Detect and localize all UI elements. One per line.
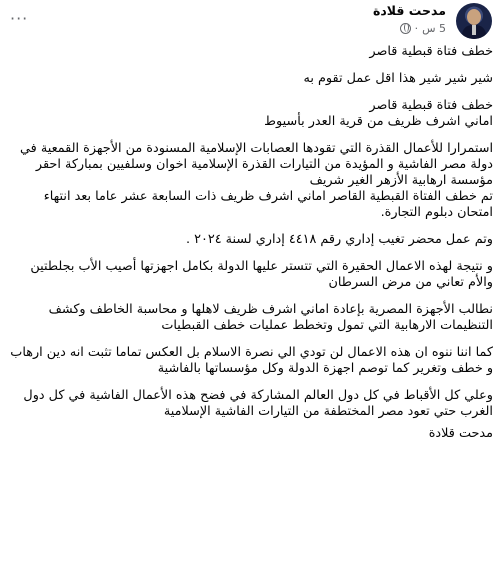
post-paragraph: وعلي كل الأقباط في كل دول العالم المشاركة في فضح هذه الأعمال الفاشية في كل دول الغرب حتي تعود مصر المختطفة من التيارات الفاشية الإسلامية: [23, 388, 493, 419]
post-paragraph: شير شير شير هذا اقل عمل تقوم به: [303, 71, 493, 86]
post-paragraph: استمرارا للأعمال القذرة التي تقودها العصابات الإسلامية المسنودة من الأجهزة القمعية في دولة مصر الفاشية و المؤيدة من التيارات القذرة الإسلامية اخوان وسلفيين بمباركة احقر مؤسسة ارهابية الأزهر الغير شريف: [20, 141, 493, 188]
post-paragraph: و نتيجة لهذه الاعمال الحقيرة التي تتستر عليها الدولة بكامل اجهزتها أصيب الأب بجلطتين والأم تعاني من مرض السرطان: [30, 259, 493, 290]
post-paragraph: نطالب الأجهزة المصرية بإعادة اماني اشرف ظريف لاهلها و محاسبة الخاطف وكشف التنظيمات الارهابية التي تمول وتخطط عمليات خطف القبطيات: [48, 302, 493, 333]
post-time[interactable]: 5 س: [422, 22, 446, 35]
globe-icon[interactable]: [400, 23, 411, 34]
post-paragraph: خطف فتاة قبطية قاصر: [369, 98, 493, 113]
author-name[interactable]: مدحت قلادة: [372, 3, 446, 18]
post-header: [10, 3, 492, 41]
more-options-icon[interactable]: ···: [10, 9, 29, 28]
post-paragraph: خطف فتاة قبطية قاصر: [369, 44, 493, 59]
post-body: [9, 44, 493, 442]
meta-separator: ·: [414, 22, 419, 35]
post-paragraph: اماني اشرف ظريف من قرية العدر بأسيوط: [264, 114, 493, 129]
post-paragraph: كما اننا ننوه ان هذه الاعمال لن تودي الي نصرة الاسلام بل العكس تماما تثبت انه دين ارهاب و خطف وتغرير كما توصم اجهزة الدولة وكل مؤسساتها بالفاشية: [10, 345, 493, 376]
post-paragraph: تم خطف الفتاة القبطية القاصر اماني اشرف ظريف ذات السابعة عشر عاما بعد انتهاء امتحان دبلوم التجارة.: [43, 189, 493, 220]
post-signature: مدحت قلادة: [428, 426, 493, 441]
post-paragraph: وتم عمل محضر تغيب إداري رقم ٤٤١٨ إداري لسنة ٢٠٢٤ .: [185, 232, 493, 247]
post-meta: [400, 22, 446, 35]
author-avatar[interactable]: [456, 3, 492, 39]
